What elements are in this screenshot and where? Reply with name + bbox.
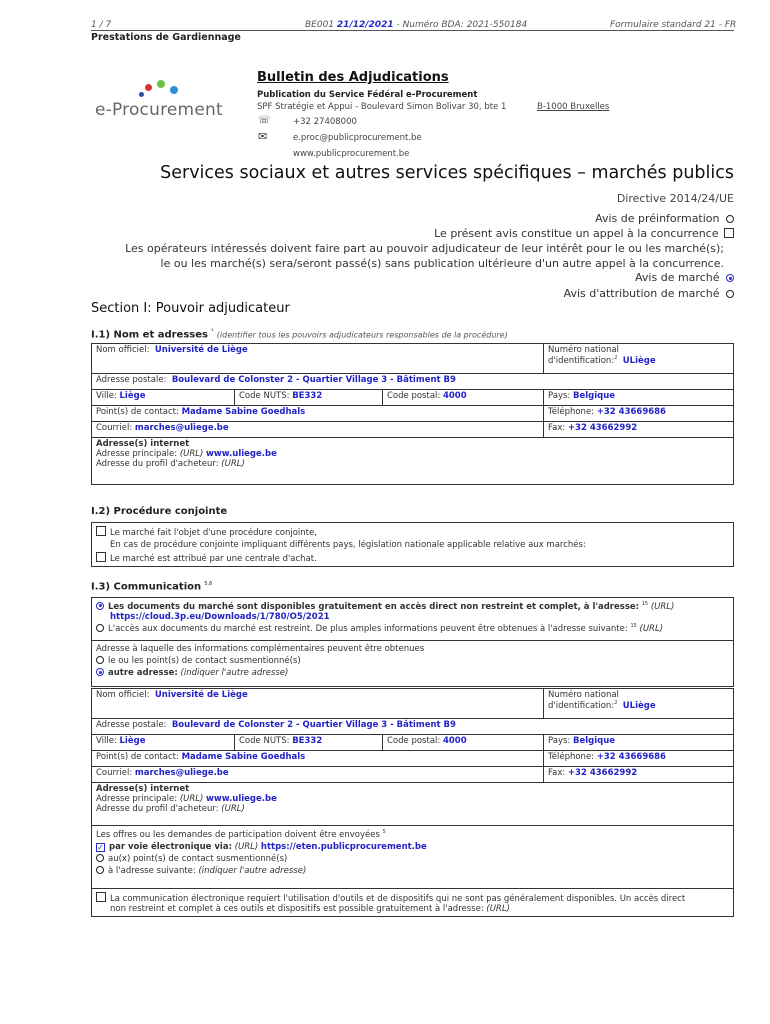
i1-sup: ¹ [211, 328, 214, 335]
notice-contract-radio[interactable] [726, 274, 734, 282]
postal-cell [92, 374, 734, 390]
electronic-row1 [96, 892, 729, 904]
i3-natid-cell [544, 689, 734, 719]
i3-natid-label2: d'identification: [548, 700, 615, 711]
bulletin-address: SPF Stratégie et Appui - Boulevard Simon Bolivar 30, bte 1 [257, 102, 507, 112]
i3-sup: 5,6 [204, 581, 213, 587]
internet-label: Adresse(s) internet [96, 439, 190, 449]
i3-mail-label: Courriel: [96, 768, 133, 778]
directive: Directive 2014/24/UE [616, 192, 734, 205]
i3-docs-table [91, 597, 734, 687]
page-title: Services sociaux et autres services spécifiques – marchés publics [160, 163, 734, 183]
main-url-tag: (URL) [179, 449, 204, 459]
i1-address-table [91, 343, 734, 485]
country-label: Pays: [548, 391, 571, 401]
notice-line1: Les opérateurs intéressés doivent faire part au pouvoir adjudicateur de leur intérêt pour le ou les marché(s); [125, 242, 724, 255]
offers-cell [92, 826, 734, 889]
natid-label1: Numéro national [548, 345, 619, 355]
docs-cell [92, 598, 734, 641]
i3-contact-label: Point(s) de contact: [96, 752, 179, 762]
docs-free-row [96, 601, 729, 612]
i3-fax-value: +32 43662992 [567, 768, 638, 778]
logo-dot-green [157, 80, 165, 88]
i3-buyer-url-tag: (URL) [221, 804, 245, 814]
notice-award [91, 287, 734, 300]
offers-opt1-row [96, 842, 729, 852]
joint-checkbox[interactable] [96, 526, 106, 536]
zip-cell [383, 390, 544, 406]
offers-opt3-label: à l'adresse suivante: [108, 865, 196, 876]
mail-label: Courriel: [96, 423, 133, 433]
notice-line2: le ou les marché(s) sera/seront passé(s) sans publication ultérieure d'un autre appel à la concurrence. [160, 257, 724, 270]
notice-call-label: Le présent avis constitue un appel à la concurrence [434, 227, 719, 240]
i3-buyer-label: Adresse du profil d'acheteur: [96, 804, 219, 814]
main-url[interactable]: www.uliege.be [206, 449, 277, 459]
info-opt2-row [96, 668, 729, 678]
nuts-value: BE332 [292, 391, 323, 401]
i3-official-name: Université de Liège [154, 690, 248, 700]
notice-award-label: Avis d'attribution de marché [563, 287, 720, 300]
e-procurement-logo [95, 80, 225, 125]
i3-country-label: Pays: [548, 736, 571, 746]
country-cell [544, 390, 734, 406]
i3-main-url[interactable]: www.uliege.be [206, 794, 277, 804]
notice-contract [91, 271, 734, 284]
electronic-row2 [110, 904, 729, 914]
main-label: Adresse principale: [96, 449, 178, 459]
tel-cell [544, 406, 734, 422]
notice-prior-label: Avis de préinformation [595, 212, 720, 225]
electronic-cell [92, 889, 734, 917]
ref-prefix: BE001 [305, 20, 335, 30]
fax-cell [544, 422, 734, 438]
i3-city-cell [92, 735, 235, 751]
country-value: Belgique [572, 391, 616, 401]
docs-free-radio[interactable] [96, 602, 104, 610]
electronic-url-tag: (URL) [486, 904, 510, 914]
natid-value: ULiège [622, 355, 656, 366]
logo-dot-navy [139, 92, 144, 97]
internet-cell [92, 438, 734, 485]
joint-row3 [96, 552, 729, 564]
bulletin-phone: +32 27408000 [293, 117, 357, 127]
info-opt2-radio[interactable] [96, 668, 104, 676]
notice-award-radio[interactable] [726, 290, 734, 298]
i3-postal-value: Boulevard de Colonster 2 - Quartier Village 3 - Bâtiment B9 [171, 720, 456, 730]
electronic-line2: non restreint et complet à ces outils et dispositifs est possible gratuitement à l'adresse: [110, 904, 484, 914]
offers-opt3-row [96, 866, 729, 876]
contact-value: Madame Sabine Goedhals [181, 407, 306, 417]
mail-cell [92, 422, 544, 438]
i3-tel-label: Téléphone: [548, 752, 595, 762]
fax-label: Fax: [548, 423, 566, 433]
postal-label: Adresse postale: [96, 375, 167, 385]
city-cell [92, 390, 235, 406]
official-name: Université de Liège [154, 345, 248, 355]
notice-reference [305, 20, 527, 30]
official-name-label: Nom officiel: [96, 345, 150, 355]
i3-zip-value: 4000 [442, 736, 467, 746]
info-opt1-radio[interactable] [96, 656, 104, 664]
info-title: Adresse à laquelle des informations complémentaires peuvent être obtenues [96, 644, 425, 654]
info-opt1-row [96, 656, 729, 666]
bda-number: - Numéro BDA: 2021-550184 [396, 20, 528, 30]
info-cell [92, 641, 734, 687]
docs-url-tag: (URL) [650, 601, 675, 612]
offers-url[interactable]: https://eten.publicprocurement.be [260, 841, 427, 852]
docs-free-label: Les documents du marché sont disponibles gratuitement en accès direct non restreint et complet, à l'adresse: [108, 601, 640, 612]
mail-icon: ✉ [258, 130, 268, 143]
nuts-label: Code NUTS: [239, 391, 290, 401]
contact-cell [92, 406, 544, 422]
i3-main-url-tag: (URL) [179, 794, 204, 804]
form-type: Formulaire standard 21 - FR [610, 20, 737, 30]
i3-zip-label: Code postal: [387, 736, 441, 746]
tel-value: +32 43669686 [596, 407, 666, 417]
bulletin-publisher: Publication du Service Fédéral e-Procurement [257, 90, 478, 100]
i3-zip-cell [383, 735, 544, 751]
electronic-checkbox[interactable] [96, 892, 106, 902]
docs-url[interactable]: https://cloud.3p.eu/Downloads/1/780/O5/2021 [110, 611, 330, 622]
docs-restricted-radio[interactable] [96, 624, 104, 632]
notice-call [91, 227, 734, 240]
docs-restricted-row [96, 623, 729, 634]
i3-country-cell [544, 735, 734, 751]
nuts-cell [235, 390, 383, 406]
section-title: Section I: Pouvoir adjudicateur [91, 301, 290, 316]
central-checkbox[interactable] [96, 552, 106, 562]
i3-city-label: Ville: [96, 736, 117, 746]
i3-postal-label: Adresse postale: [96, 720, 167, 730]
i2-table [91, 522, 734, 567]
logo-dot-red [145, 84, 152, 91]
i1-note: (identifier tous les pouvoirs adjudicateurs responsables de la procédure) [216, 330, 508, 340]
bulletin-email[interactable]: e.proc@publicprocurement.be [293, 133, 422, 143]
info-opt2-note: (indiquer l'autre adresse) [180, 668, 289, 678]
info-opt2-label: autre adresse: [108, 668, 178, 678]
offers-opt2-radio[interactable] [96, 854, 104, 862]
fax-value: +32 43662992 [567, 423, 638, 433]
logo-dot-blue [170, 86, 178, 94]
notice-subtitle: Prestations de Gardiennage [91, 32, 241, 43]
i3-nuts-label: Code NUTS: [239, 736, 290, 746]
bulletin-city: B-1000 Bruxelles [537, 102, 610, 112]
i3-address-table [91, 688, 734, 917]
i1-heading [91, 328, 508, 340]
i3-fax-label: Fax: [548, 768, 566, 778]
i3-nuts-value: BE332 [292, 736, 323, 746]
buyer-url-tag: (URL) [221, 459, 245, 469]
phone-icon: ☏ [258, 115, 271, 126]
i3-nuts-cell [235, 735, 383, 751]
offers-opt3-radio[interactable] [96, 866, 104, 874]
info-opt1-label: le ou les point(s) de contact susmentionné(s) [108, 656, 301, 666]
electronic-line1: La communication électronique requiert l'utilisation d'outils et de dispositifs qui ne sont pas généralement disponibles. Un accès direct [110, 894, 686, 904]
natid-sup: 2 [614, 355, 618, 361]
i3-internet-cell [92, 783, 734, 826]
i3-country-value: Belgique [572, 736, 616, 746]
offers-electronic-checkbox[interactable]: ✓ [97, 842, 104, 852]
publication-date: 21/12/2021 [336, 20, 394, 30]
i3-mail-value[interactable]: marches@uliege.be [134, 768, 229, 778]
offers-opt3-note: (indiquer l'autre adresse) [198, 865, 307, 876]
buyer-label: Adresse du profil d'acheteur: [96, 459, 219, 469]
bulletin-title: Bulletin des Adjudications [257, 70, 449, 85]
offers-opt2-row [96, 854, 729, 864]
joint-line1: Le marché fait l'objet d'une procédure conjointe, [110, 528, 317, 538]
docs-restricted-sup: 15 [630, 622, 637, 629]
notice-call-checkbox[interactable] [724, 228, 734, 238]
natid-label2: d'identification: [548, 355, 615, 366]
header-divider [91, 30, 734, 31]
offers-opt1-label: par voie électronique via: [109, 841, 232, 852]
contact-label: Point(s) de contact: [96, 407, 179, 417]
i2-heading: I.2) Procédure conjointe [91, 506, 228, 517]
i3-internet-label: Adresse(s) internet [96, 784, 190, 794]
mail-value[interactable]: marches@uliege.be [134, 423, 229, 433]
zip-value: 4000 [442, 391, 467, 401]
i3-main-label: Adresse principale: [96, 794, 178, 804]
joint-row1 [96, 526, 729, 538]
offers-title: Les offres ou les demandes de participation doivent être envoyées [96, 829, 380, 840]
docs-free-sup: 15 [641, 601, 649, 607]
official-name-cell [92, 344, 544, 374]
bulletin-web[interactable]: www.publicprocurement.be [293, 149, 410, 159]
postal-value: Boulevard de Colonster 2 - Quartier Village 3 - Bâtiment B9 [171, 375, 456, 385]
i1-label: I.1) Nom et adresses [91, 329, 208, 341]
docs-restricted-label: L'accès aux documents du marché est restreint. De plus amples informations peuvent être obtenues à l'adresse suivante: [108, 623, 628, 634]
page-number: 1 / 7 [91, 20, 112, 30]
i3-natid-value: ULiège [622, 700, 656, 711]
logo-text: e-Procurement [95, 100, 223, 120]
i3-natid-label1: Numéro national [548, 690, 619, 700]
tel-label: Téléphone: [548, 407, 595, 417]
i3-official-label: Nom officiel: [96, 690, 150, 700]
natid-cell [544, 344, 734, 374]
docs-restricted-url-tag: (URL) [639, 623, 664, 634]
offers-opt2-label: au(x) point(s) de contact susmentionné(s) [108, 853, 288, 864]
joint-line2: En cas de procédure conjointe impliquant différents pays, législation nationale applicable relative aux marchés: [110, 540, 586, 550]
offers-sup: 5 [382, 829, 386, 835]
i3-city-value: Liège [119, 736, 146, 746]
city-value: Liège [119, 391, 146, 401]
notice-contract-label: Avis de marché [635, 271, 720, 284]
zip-label: Code postal: [387, 391, 441, 401]
joint-line3: Le marché est attribué par une centrale d'achat. [110, 554, 317, 564]
i3-label: I.3) Communication [91, 581, 202, 593]
i3-fax-cell [544, 767, 734, 783]
i3-postal-cell [92, 719, 734, 735]
offers-title-row [96, 829, 729, 840]
notice-prior [91, 212, 734, 225]
i3-official-cell [92, 689, 544, 719]
joint-cell [92, 523, 734, 567]
i3-mail-cell [92, 767, 544, 783]
i3-contact-value: Madame Sabine Goedhals [181, 752, 306, 762]
notice-prior-radio[interactable] [726, 215, 734, 223]
i3-contact-cell [92, 751, 544, 767]
city-label: Ville: [96, 391, 117, 401]
offers-url-tag: (URL) [234, 841, 259, 852]
i3-heading [91, 581, 212, 592]
i3-tel-value: +32 43669686 [596, 752, 666, 762]
i3-natid-sup: 2 [614, 700, 618, 706]
i3-tel-cell [544, 751, 734, 767]
